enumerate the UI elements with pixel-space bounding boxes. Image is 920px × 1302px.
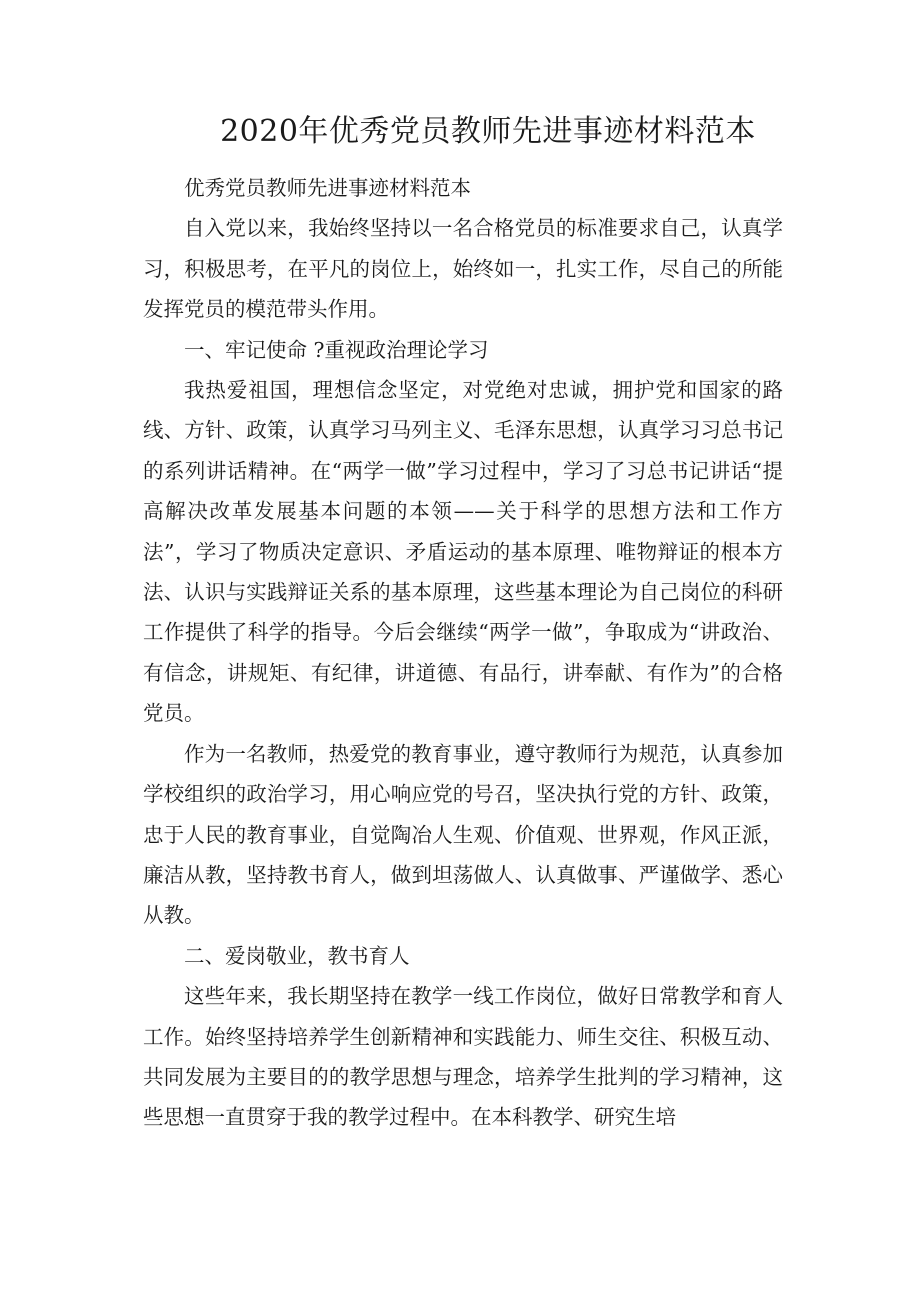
document-subtitle: 优秀党员教师先进事迹材料范本 — [184, 176, 471, 200]
document-body — [143, 168, 783, 1138]
paragraph-intro: 自入党以来，我始终坚持以一名合格党员的标准要求自己，认真学习，积极思考，在平凡的岗位上，始终如一，扎实工作，尽自己的所能发挥党员的模范带头作用。 — [143, 216, 783, 322]
document-title: 2020年优秀党员教师先进事迹材料范本 — [220, 114, 756, 149]
section-heading-2: 二、爱岗敬业，教书育人 — [184, 943, 410, 968]
paragraph-teacher-conduct: 作为一名教师，热爱党的教育事业，遵守教师行为规范，认真参加学校组织的政治学习，用心响应党的号召，坚决执行党的方针、政策，忠于人民的教育事业，自觉陶冶人生观、价值观、世界观，作风正派，廉洁从教，坚持教书育人，做到坦荡做人、认真做事、严谨做学、悉心从教。 — [143, 741, 783, 928]
paragraph-political-study: 我热爱祖国，理想信念坚定，对党绝对忠诚，拥护党和国家的路线、方针、政策，认真学习马列主义、毛泽东思想，认真学习习总书记的系列讲话精神。在“两学一做”学习过程中，学习了习总书记讲话“提高解决改革发展基本问题的本领——关于科学的思想方法和工作方法”，学习了物质决定意识、矛盾运动的基本原理、唯物辩证的根本方法、认识与实践辩证关系的基本原理，这些基本理论为自己岗位的科研工作提供了科学的指导。今后会继续“两学一做”，争取成为“讲政治、有信念，讲规矩、有纪律，讲道德、有品行，讲奉献、有作为”的合格党员。 — [143, 378, 783, 726]
section-heading-1: 一、牢记使命 ?重视政治理论学习 — [184, 337, 489, 362]
paragraph-teaching-work: 这些年来，我长期坚持在教学一线工作岗位，做好日常教学和育人工作。始终坚持培养学生创新精神和实践能力、师生交往、积极互动、共同发展为主要目的的教学思想与理念，培养学生批判的学习精神，这些思想一直贯穿于我的教学过程中。在本科教学、研究生培 — [143, 984, 783, 1130]
